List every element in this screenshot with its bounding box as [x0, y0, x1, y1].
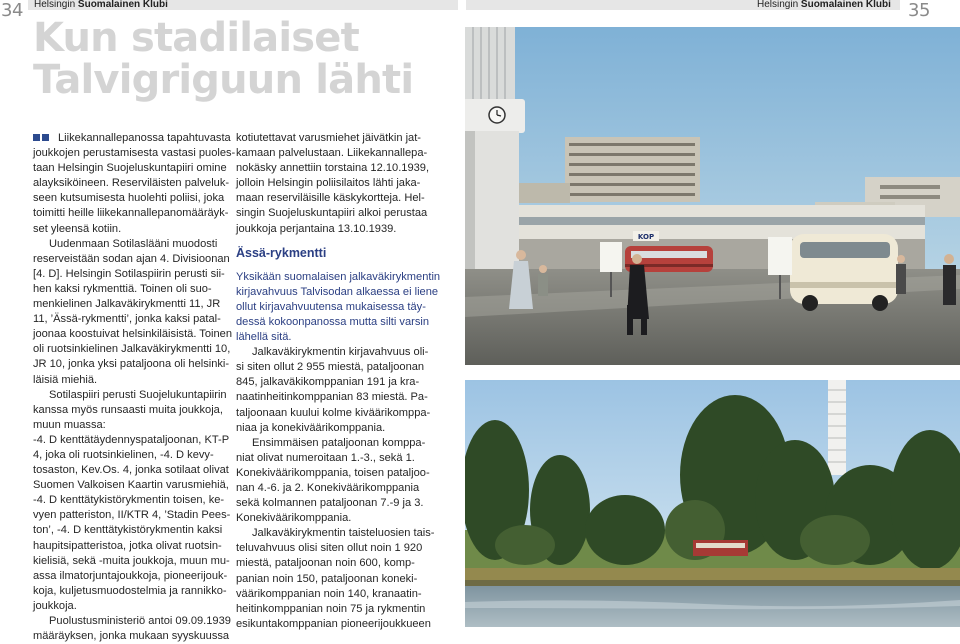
col2top-line: jolloin Helsingin poliisilaitos lähti jaka-: [236, 177, 421, 190]
running-head-right-bold: Suomalainen Klubi: [800, 0, 891, 10]
col2bot-line: nan 4.-6. ja 2. Konekiväärikomppania: [236, 481, 420, 494]
col2bot-line: si siten ollut 2 955 miestä, pataljoonan: [236, 361, 425, 374]
col1-line: koja, kuljetusmuodostelmia ja rannikko-: [33, 584, 227, 597]
col2bot-line: dessä kokoonpanossa mutta silti varsin: [236, 315, 430, 328]
col2bot-line: heitinkomppanian noin 75 ja rykmentin: [236, 602, 426, 615]
photo-stadium-tower-street: [465, 27, 960, 365]
col1-line: tosaston, Kev.Os. 4, jonka sotilaat olivat: [33, 464, 229, 477]
col2bot-line: väärikomppanian noin 140, kranaatin-: [236, 587, 422, 600]
column-1-lines: [33, 131, 236, 644]
col2bot-line: 845, jalkaväkikomppanian 191 ja kra-: [236, 376, 420, 389]
col1-line: joukkoja.: [33, 599, 77, 612]
col2top-line: maan reserviläisille käskykortteja. Hel-: [236, 192, 425, 205]
col1-line: vyen patteriston, II/KTR 4, ’Stadin Pees-: [33, 509, 231, 522]
col1-line: Sotilaspiiri perusti Suojelukuntapiirin: [49, 388, 227, 401]
page-number-left: 34: [1, 0, 23, 21]
photo-1-sign-kop: KOP: [637, 233, 655, 241]
col2bot-line: Jalkaväkirykmentin taisteluosien tais-: [252, 527, 435, 540]
col2bot-line: panian noin 150, pataljoonan koneki-: [236, 572, 418, 585]
running-head-left-bold: Suomalainen Klubi: [77, 0, 168, 10]
col2bot-line: Konekiväärikomppania.: [236, 512, 352, 525]
col2bot-line: Ensimmäisen pataljoonan komppa-: [252, 436, 426, 449]
col1-line: Uudenmaan Sotilaslääni muodosti: [49, 237, 218, 250]
col1-line: joonaa koostuivat helsinkiläisistä. Toinen: [33, 328, 232, 341]
col2top-line: joukkoja perjantaina 13.10.1939.: [236, 222, 397, 235]
paragraph-marker-icon: [42, 134, 49, 141]
col1-line: ton’, -4. D kenttätykistörykmentin kaksi: [33, 524, 223, 537]
col1-line: taan Helsingin Suojeluskuntapiiri omine: [33, 162, 227, 175]
col1-line: alayksiköineen. Reserviläisten palveluk-: [33, 177, 230, 190]
col1-line: kanssa myös runsaasti muita joukkoja,: [33, 403, 223, 416]
photo-1-illustration: [465, 27, 960, 365]
col2bot-line: esikuntakomppanian pioneerijoukkueen: [236, 617, 431, 630]
col1-line: kielisiä, sekä -muita joukkoja, muun mu-: [33, 554, 230, 567]
column-2-lines-bottom: [236, 270, 441, 632]
col1-line: -4. D kenttätykistörykmentin toisen, ke-: [33, 494, 225, 507]
body-column-1: [33, 131, 236, 644]
body-column-2: [236, 131, 441, 632]
col2bot-line: niaa ja konekiväärikomppania.: [236, 421, 386, 434]
col2bot-line: Jalkaväkirykmentin kirjavahvuus oli-: [252, 346, 429, 359]
paragraph-marker-icon: [33, 134, 40, 141]
col1-line: hen kaksi rykmenttiä. Toinen oli suo-: [33, 282, 212, 295]
col2bot-line: taljoonaan kuului kolme kiväärikomppa-: [236, 406, 431, 419]
col2bot-line: naatinheitinkomppanian 83 miestä. Pa-: [236, 391, 428, 404]
col2bot-line: kirjavahvuus Talvisodan alkaessa ei liene: [236, 285, 439, 298]
col1-line: [4. D]. Helsingin Sotilaspiirin perusti sii-: [33, 267, 225, 280]
col2bot-line: sekä kolmannen pataljoonan 7.-9 ja 3.: [236, 497, 424, 510]
col2bot-line: lähellä sitä.: [236, 331, 292, 344]
article-title-line-2: Talvigriguun lähti: [33, 57, 414, 103]
col1-line: muun muassa:: [33, 418, 106, 431]
col1-line: seen kutsumisesta huolehti poliisi, joka: [33, 192, 225, 205]
col1-line: läisiä miehiä.: [33, 373, 98, 386]
col2bot-line: miestä, pataljoonan noin 600, komp-: [236, 557, 415, 570]
col2bot-line: ollut kirjavahvuutensa mukaisessa täy-: [236, 300, 426, 313]
paragraph-text: Liikekannallepanossa tapahtuvasta: [58, 132, 231, 144]
col1-line: assa ilmatorjuntajoukkoja, pioneerijouk-: [33, 569, 228, 582]
running-head-left-normal: Helsingin: [34, 0, 76, 10]
col2top-line: singin Suojeluskuntapiiri alkoi perustaa: [236, 207, 428, 220]
col2bot-line: teluvahvuus olisi siten ollut noin 1 920: [236, 542, 423, 555]
photo-stadium-lake-view: [465, 380, 960, 627]
col1-line: set yleensä kotiin.: [33, 222, 122, 235]
column-2-lines-top: [236, 131, 428, 237]
col1-line: joukkojen perustamisesta vastasi puoles-: [33, 147, 236, 160]
col1-line: JR 10, jonka yksi pataljoona oli helsinki-: [33, 358, 230, 371]
col1-line: oli ruotsinkielinen Jalkaväkirykmentti 10,: [33, 343, 231, 356]
col1-line: määräyksen, jonka mukaan syyskuussa: [33, 630, 230, 643]
col1-line: haupitsipatteristoa, jotka olivat ruotsin-: [33, 539, 222, 552]
col1-line: 4, joka oli ruotsinkielinen, -4. D kevy-: [33, 448, 214, 461]
col1-line: menkielinen Jalkaväkirykmentti 11, JR: [33, 298, 221, 311]
col2top-line: nokäsky annettiin torstaina 12.10.1939,: [236, 162, 430, 175]
article-title: [33, 17, 433, 101]
col2bot-line: Yksikään suomalaisen jalkaväkirykmentin: [236, 270, 441, 283]
photo-2-illustration: [465, 380, 960, 627]
col1-line: Suomen Valkoisen Kaartin varusmiehiä,: [33, 479, 229, 492]
col1-line: 11, ’Ässä-rykmentti’, jonka kaksi patal-: [33, 313, 221, 326]
col2top-line: kamaan palvelustaan. Liikekannallepa-: [236, 147, 428, 160]
running-head-right: [757, 0, 891, 11]
col1-line: [33, 131, 231, 146]
page-number-right: 35: [908, 0, 930, 21]
col2bot-line: Konekiväärikomppania, toisen pataljoo-: [236, 466, 430, 479]
article-title-line-1: Kun stadilaiset: [33, 15, 359, 61]
col1-line: Puolustusministeriö antoi 09.09.1939: [49, 615, 231, 627]
running-head-left: [34, 0, 168, 11]
col1-line: reserveistään sodan ajan 4. Divisioonan: [33, 252, 230, 265]
running-head-right-normal: Helsingin: [757, 0, 799, 10]
col1-line: -4. D kenttätäydennyspataljoonan, KT-P: [33, 433, 230, 446]
col2bot-line: niat olivat numeroitaan 1.-3., sekä 1.: [236, 451, 415, 464]
section-subheading: Ässä-rykmentti: [236, 245, 327, 260]
col2top-line: kotiutettavat varusmiehet jäivätkin jat-: [236, 132, 421, 144]
col1-line: toimitti heille liikekannallepanomääräyk-: [33, 207, 229, 220]
